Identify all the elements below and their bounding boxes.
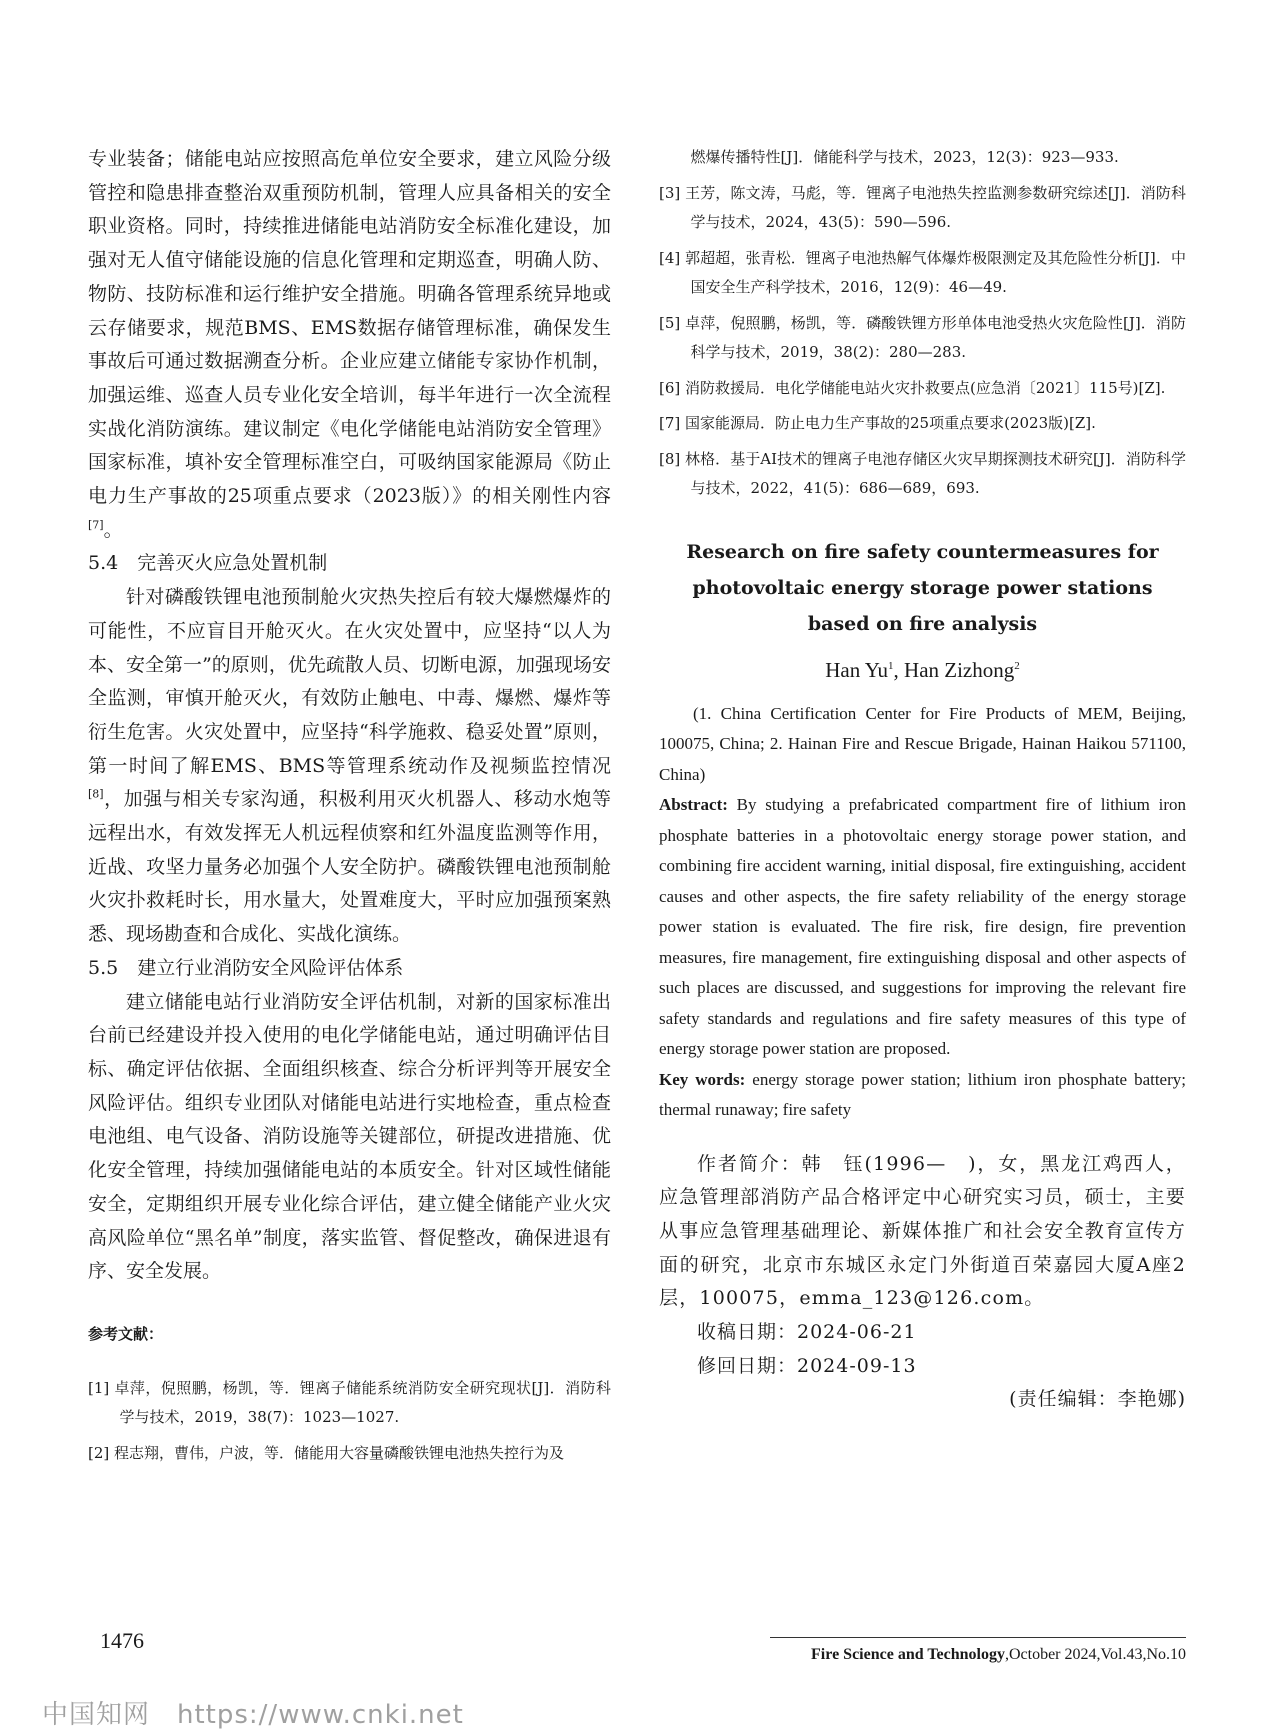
section-5-5-paragraph: 建立储能电站行业消防安全评估机制，对新的国家标准出台前已经建设并投入使用的电化学储能电站，通过明确评估目标、确定评估依据、全面组织核查、综合分析评判等开展安全风险评估。组织专业团队对储能电站进行实地检查，重点检查电池组、电气设备、消防设施等关键部位，研提改进措施、优化安全管理，持续加强储能电站的本质安全。针对区域性储能安全，定期组织开展专业化综合评估，建立健全储能产业火灾高风险单位“黑名单”制度，落实监管、督促整改，确保进退有序、安全发展。	[88, 990, 611, 1283]
left-column	[88, 143, 611, 1474]
reference-2: [2] 程志翔，曹伟，户波，等．储能用大容量磷酸铁锂电池热失控行为及	[88, 1443, 565, 1462]
citation-7[interactable]: [7]	[88, 518, 104, 532]
author-bio: 作者简介：韩 钰(1996— )，女，黑龙江鸡西人，应急管理部消防产品合格评定中心研究实习员，硕士，主要从事应急管理基础理论、新媒体推广和社会安全教育宣传方面的研究，北京市东城区永定门外街道百荣嘉园大厦A座2层，100075，emma_123@126.com。	[659, 1152, 1186, 1310]
reference-4: [4] 郭超超，张青松．锂离子电池热解气体爆炸极限测定及其危险性分析[J]．中国安全生产科学技术，2016，12(9)：46—49.	[659, 248, 1186, 296]
footer-rule	[770, 1637, 1186, 1638]
page-number: 1476	[100, 1628, 144, 1653]
section-5-4-paragraph: 针对磷酸铁锂电池预制舱火灾热失控后有较大爆燃爆炸的可能性，不应盲目开舱灭火。在火灾处置中，应坚持“以人为本、安全第一”的原则，优先疏散人员、切断电源，加强现场安全监测，审慎开舱灭火，有效防止触电、中毒、爆燃、爆炸等衍生危害。火灾处置中，应坚持“科学施救、稳妥处置”原则，第一时间了解EMS、BMS等管理系统动作及视频监控情况[8]，加强与相关专家沟通，积极利用灭火机器人、移动水炮等远程出水，有效发挥无人机远程侦察和红外温度监测等作用，近战、攻坚力量务必加强个人安全防护。磷酸铁锂电池预制舱火灾扑救耗时长，用水量大，处置难度大，平时应加强预案熟悉、现场勘查和合成化、实战化演练。	[88, 586, 611, 946]
responsible-editor: (责任编辑：李艳娜)	[1009, 1388, 1186, 1411]
references-heading: 参考文献：	[88, 1324, 164, 1343]
authors: Han Yu$^1$, Han Zizhong$^2$	[825, 657, 1020, 682]
intro-paragraph: 专业装备；储能电站应按照高危单位安全要求，建立风险分级管控和隐患排查整治双重预防机制，管理人应具备相关的安全职业资格。同时，持续推进储能电站消防安全标准化建设，加强对无人值守储能设施的信息化管理和定期巡查，明确人防、物防、技防标准和运行维护安全措施。明确各管理系统异地或云存储要求，规范BMS、EMS数据存储管理标准，确保发生事故后可通过数据溯查分析。企业应建立储能专家协作机制，加强运维、巡查人员专业化安全培训，每半年进行一次全流程实战化消防演练。建议制定《电化学储能电站消防安全管理》国家标准，填补安全管理标准空白，可吸纳国家能源局《防止电力生产事故的25项重点要求（2023版）》的相关刚性内容[7]。	[88, 148, 611, 541]
section-5-4-heading: 5.4 完善灭火应急处置机制	[88, 552, 328, 575]
section-5-5-heading: 5.5 建立行业消防安全风险评估体系	[88, 956, 404, 979]
affiliation: (1. China Certification Center for Fire Products of MEM, Beijing, 100075, China; 2. Hainan Fire and Rescue Brigade, Hainan Haikou 571100, China)	[659, 703, 1186, 784]
cnki-watermark[interactable]: 中国知网 https://www.cnki.net	[42, 1700, 464, 1730]
reference-1: [1] 卓萍，倪照鹏，杨凯，等．锂离子储能系统消防安全研究现状[J]．消防科学与技术，2019，38(7)：1023—1027.	[88, 1378, 611, 1427]
received-date: 收稿日期：2024-06-21	[697, 1321, 917, 1344]
reference-5: [5] 卓萍，倪照鹏，杨凯，等．磷酸铁锂方形单体电池受热火灾危险性[J]．消防科学与技术，2019，38(2)：280—283.	[659, 313, 1186, 361]
revised-date: 修回日期：2024-09-13	[697, 1354, 917, 1377]
keywords: Key words: energy storage power station; lithium iron phosphate battery; thermal runaway; fire safety	[659, 1069, 1186, 1119]
reference-3: [3] 王芳，陈文涛，马彪，等．锂离子电池热失控监测参数研究综述[J]．消防科学与技术，2024，43(5)：590—596.	[659, 183, 1186, 231]
citation-8[interactable]: [8]	[88, 788, 104, 802]
reference-2-continued: 燃爆传播特性[J]．储能科学与技术，2023，12(3)：923—933.	[690, 148, 1119, 166]
reference-6: [6] 消防救援局．电化学储能电站火灾扑救要点(应急消〔2021〕115号)[Z].	[659, 378, 1166, 397]
right-column	[659, 143, 1186, 1417]
reference-7: [7] 国家能源局．防止电力生产事故的25项重点要求(2023版)[Z].	[659, 414, 1096, 432]
english-title: Research on fire safety countermeasures for photovoltaic energy storage power stations based on fire analysis	[686, 540, 1159, 635]
abstract: Abstract: By studying a prefabricated compartment fire of lithium iron phosphate batteries in a photovoltaic energy storage power station, and combining fire accident warning, initial disposal, fire extinguishing, accident causes and other aspects, the fire safety reliability of the energy storage power station is evaluated. The fire risk, fire design, fire prevention measures, fire management, fire extinguishing disposal and other aspects of such places are discussed, and suggestions for improving the relevant fire safety standards and regulations and fire safety measures of this type of energy storage power station are proposed.	[659, 795, 1186, 1058]
journal-info: Fire Science and Technology,October 2024,Vol.43,No.10	[811, 1646, 1186, 1663]
reference-8: [8] 林格．基于AI技术的锂离子电池存储区火灾早期探测技术研究[J]．消防科学与技术，2022，41(5)：686—689，693.	[659, 449, 1186, 497]
